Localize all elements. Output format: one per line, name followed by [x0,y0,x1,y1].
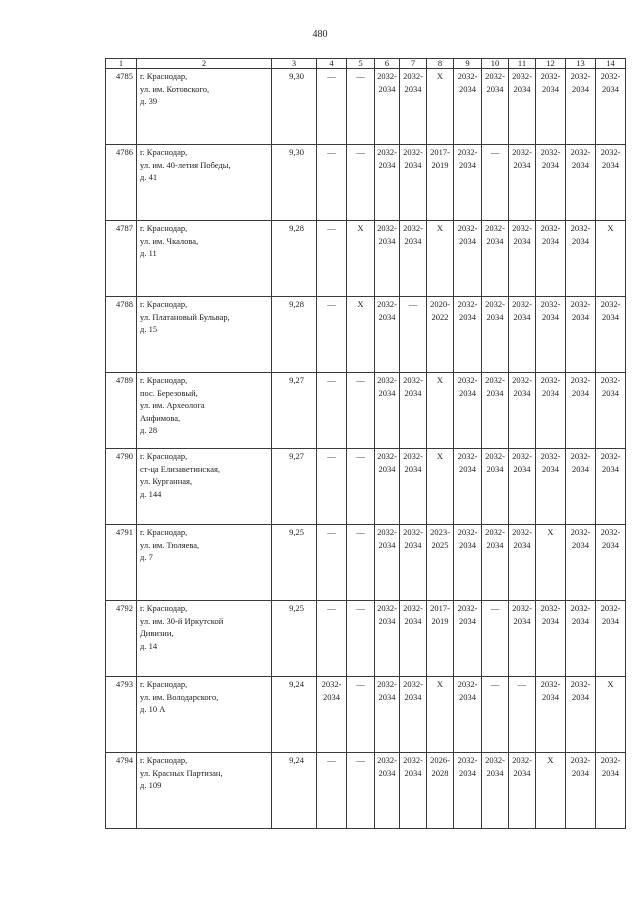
year-cell: — [347,525,375,601]
year-cell: 2032-2034 [566,69,596,145]
area-cell: 9,25 [272,601,317,677]
year-cell: 2032-2034 [596,753,626,829]
address-cell: г. Краснодар, ул. им. Котовского, д. 39 [137,69,272,145]
year-cell: — [482,601,509,677]
year-cell: 2032-2034 [454,297,482,373]
year-cell: 2032-2034 [375,525,400,601]
header-cell: 7 [400,59,427,69]
year-cell: 2032-2034 [482,373,509,449]
table-row [106,373,626,449]
year-cell: X [536,753,566,829]
row-number-cell: 4794 [106,753,137,829]
year-cell: 2032-2034 [482,69,509,145]
year-cell: 2032-2034 [566,753,596,829]
year-cell: 2032-2034 [596,601,626,677]
year-cell: 2032-2034 [566,677,596,753]
page-number: 480 [312,29,328,40]
address-cell: г. Краснодар, ул. Платановый Бульвар, д. 15 [137,297,272,373]
year-cell: 2032-2034 [509,753,536,829]
year-cell: 2032-2034 [400,677,427,753]
year-cell: 2032-2034 [482,525,509,601]
year-cell: 2032-2034 [454,449,482,525]
year-cell: X [427,221,454,297]
year-cell: — [347,601,375,677]
year-cell: 2020-2022 [427,297,454,373]
year-cell: X [536,525,566,601]
year-cell: 2032-2034 [509,69,536,145]
register-table [105,58,626,829]
year-cell: X [596,677,626,753]
header-cell: 4 [317,59,347,69]
year-cell: — [317,753,347,829]
header-cell: 10 [482,59,509,69]
year-cell: — [317,601,347,677]
table-row [106,69,626,145]
header-cell: 12 [536,59,566,69]
year-cell: 2032-2034 [400,69,427,145]
year-cell: 2032-2034 [375,69,400,145]
year-cell: 2032-2034 [454,753,482,829]
year-cell: 2032-2034 [454,145,482,221]
year-cell: 2017-2019 [427,601,454,677]
year-cell: 2032-2034 [536,297,566,373]
year-cell: 2032-2034 [400,145,427,221]
address-cell: г. Краснодар, ул. им. Володарского, д. 10 А [137,677,272,753]
year-cell: 2032-2034 [566,297,596,373]
table-row [106,601,626,677]
year-cell: — [317,373,347,449]
year-cell: 2032-2034 [566,373,596,449]
row-number-cell: 4792 [106,601,137,677]
year-cell: 2023-2025 [427,525,454,601]
year-cell: 2032-2034 [566,449,596,525]
year-cell: 2032-2034 [454,677,482,753]
year-cell: — [317,449,347,525]
year-cell: — [347,753,375,829]
year-cell: 2032-2034 [509,373,536,449]
year-cell: — [347,373,375,449]
year-cell: 2032-2034 [400,525,427,601]
year-cell: 2032-2034 [400,753,427,829]
header-cell: 9 [454,59,482,69]
year-cell: 2032-2034 [454,221,482,297]
address-cell: г. Краснодар, ул. им. Чкалова, д. 11 [137,221,272,297]
year-cell: 2032-2034 [482,753,509,829]
address-cell: г. Краснодар, ул. Красных Партизан, д. 109 [137,753,272,829]
year-cell: 2032-2034 [375,221,400,297]
year-cell: 2032-2034 [596,525,626,601]
row-number-cell: 4789 [106,373,137,449]
year-cell: 2032-2034 [454,601,482,677]
year-cell: 2032-2034 [566,221,596,297]
header-cell: 3 [272,59,317,69]
year-cell: 2032-2034 [454,525,482,601]
year-cell: — [482,677,509,753]
table-row [106,677,626,753]
year-cell: — [347,145,375,221]
row-number-cell: 4785 [106,69,137,145]
year-cell: 2032-2034 [509,601,536,677]
address-cell: г. Краснодар, пос. Березовый, ул. им. Археолога Анфимова, д. 28 [137,373,272,449]
row-number-cell: 4793 [106,677,137,753]
area-cell: 9,28 [272,297,317,373]
year-cell: 2032-2034 [375,373,400,449]
area-cell: 9,30 [272,69,317,145]
table-row [106,221,626,297]
year-cell: — [347,677,375,753]
area-cell: 9,27 [272,449,317,525]
year-cell: 2032-2034 [536,601,566,677]
year-cell: 2032-2034 [375,753,400,829]
address-cell: г. Краснодар, ул. им. 40-летия Победы, д. 41 [137,145,272,221]
header-cell: 8 [427,59,454,69]
address-cell: г. Краснодар, ул. им. 30-й Иркутской Дивизии, д. 14 [137,601,272,677]
year-cell: 2032-2034 [509,297,536,373]
table-row [106,145,626,221]
year-cell: 2032-2034 [375,449,400,525]
year-cell: 2032-2034 [400,601,427,677]
year-cell: — [400,297,427,373]
area-cell: 9,24 [272,677,317,753]
year-cell: 2026-2028 [427,753,454,829]
year-cell: X [427,677,454,753]
year-cell: 2032-2034 [509,449,536,525]
year-cell: 2032-2034 [596,69,626,145]
year-cell: 2032-2034 [566,145,596,221]
area-cell: 9,27 [272,373,317,449]
year-cell: 2032-2034 [375,601,400,677]
year-cell: X [596,221,626,297]
area-cell: 9,28 [272,221,317,297]
year-cell: X [427,449,454,525]
year-cell: 2032-2034 [596,297,626,373]
row-number-cell: 4787 [106,221,137,297]
year-cell: — [317,145,347,221]
year-cell: 2032-2034 [596,145,626,221]
year-cell: — [347,69,375,145]
row-number-cell: 4790 [106,449,137,525]
year-cell: 2032-2034 [482,297,509,373]
year-cell: 2032-2034 [536,221,566,297]
address-cell: г. Краснодар, ст-ца Елизаветинская, ул. Курганная, д. 144 [137,449,272,525]
year-cell: — [317,525,347,601]
year-cell: 2032-2034 [454,69,482,145]
year-cell: 2032-2034 [596,449,626,525]
year-cell: X [427,69,454,145]
year-cell: 2032-2034 [509,145,536,221]
year-cell: — [317,297,347,373]
year-cell: 2032-2034 [375,297,400,373]
year-cell: 2032-2034 [536,373,566,449]
year-cell: 2032-2034 [454,373,482,449]
year-cell: — [317,69,347,145]
year-cell: X [347,297,375,373]
header-cell: 14 [596,59,626,69]
year-cell: 2032-2034 [509,221,536,297]
year-cell: 2032-2034 [400,221,427,297]
table-row [106,525,626,601]
year-cell: 2032-2034 [400,449,427,525]
year-cell: 2032-2034 [482,449,509,525]
row-number-cell: 4791 [106,525,137,601]
year-cell: 2032-2034 [317,677,347,753]
year-cell: 2032-2034 [536,145,566,221]
area-cell: 9,30 [272,145,317,221]
year-cell: 2032-2034 [375,145,400,221]
year-cell: — [482,145,509,221]
year-cell: 2032-2034 [482,221,509,297]
year-cell: X [347,221,375,297]
header-cell: 1 [106,59,137,69]
year-cell: — [317,221,347,297]
year-cell: 2032-2034 [536,677,566,753]
year-cell: 2032-2034 [566,525,596,601]
year-cell: X [427,373,454,449]
area-cell: 9,24 [272,753,317,829]
row-number-cell: 4786 [106,145,137,221]
year-cell: 2032-2034 [400,373,427,449]
header-cell: 13 [566,59,596,69]
header-cell: 2 [137,59,272,69]
year-cell: 2032-2034 [509,525,536,601]
header-cell: 11 [509,59,536,69]
header-cell: 5 [347,59,375,69]
year-cell: — [347,449,375,525]
year-cell: 2017-2019 [427,145,454,221]
table-row [106,297,626,373]
area-cell: 9,25 [272,525,317,601]
row-number-cell: 4788 [106,297,137,373]
table-row [106,753,626,829]
year-cell: 2032-2034 [536,449,566,525]
year-cell: — [509,677,536,753]
year-cell: 2032-2034 [375,677,400,753]
year-cell: 2032-2034 [536,69,566,145]
header-cell: 6 [375,59,400,69]
year-cell: 2032-2034 [566,601,596,677]
table-header-row [106,59,626,69]
address-cell: г. Краснодар, ул. им. Тюляева, д. 7 [137,525,272,601]
table-row [106,449,626,525]
year-cell: 2032-2034 [596,373,626,449]
